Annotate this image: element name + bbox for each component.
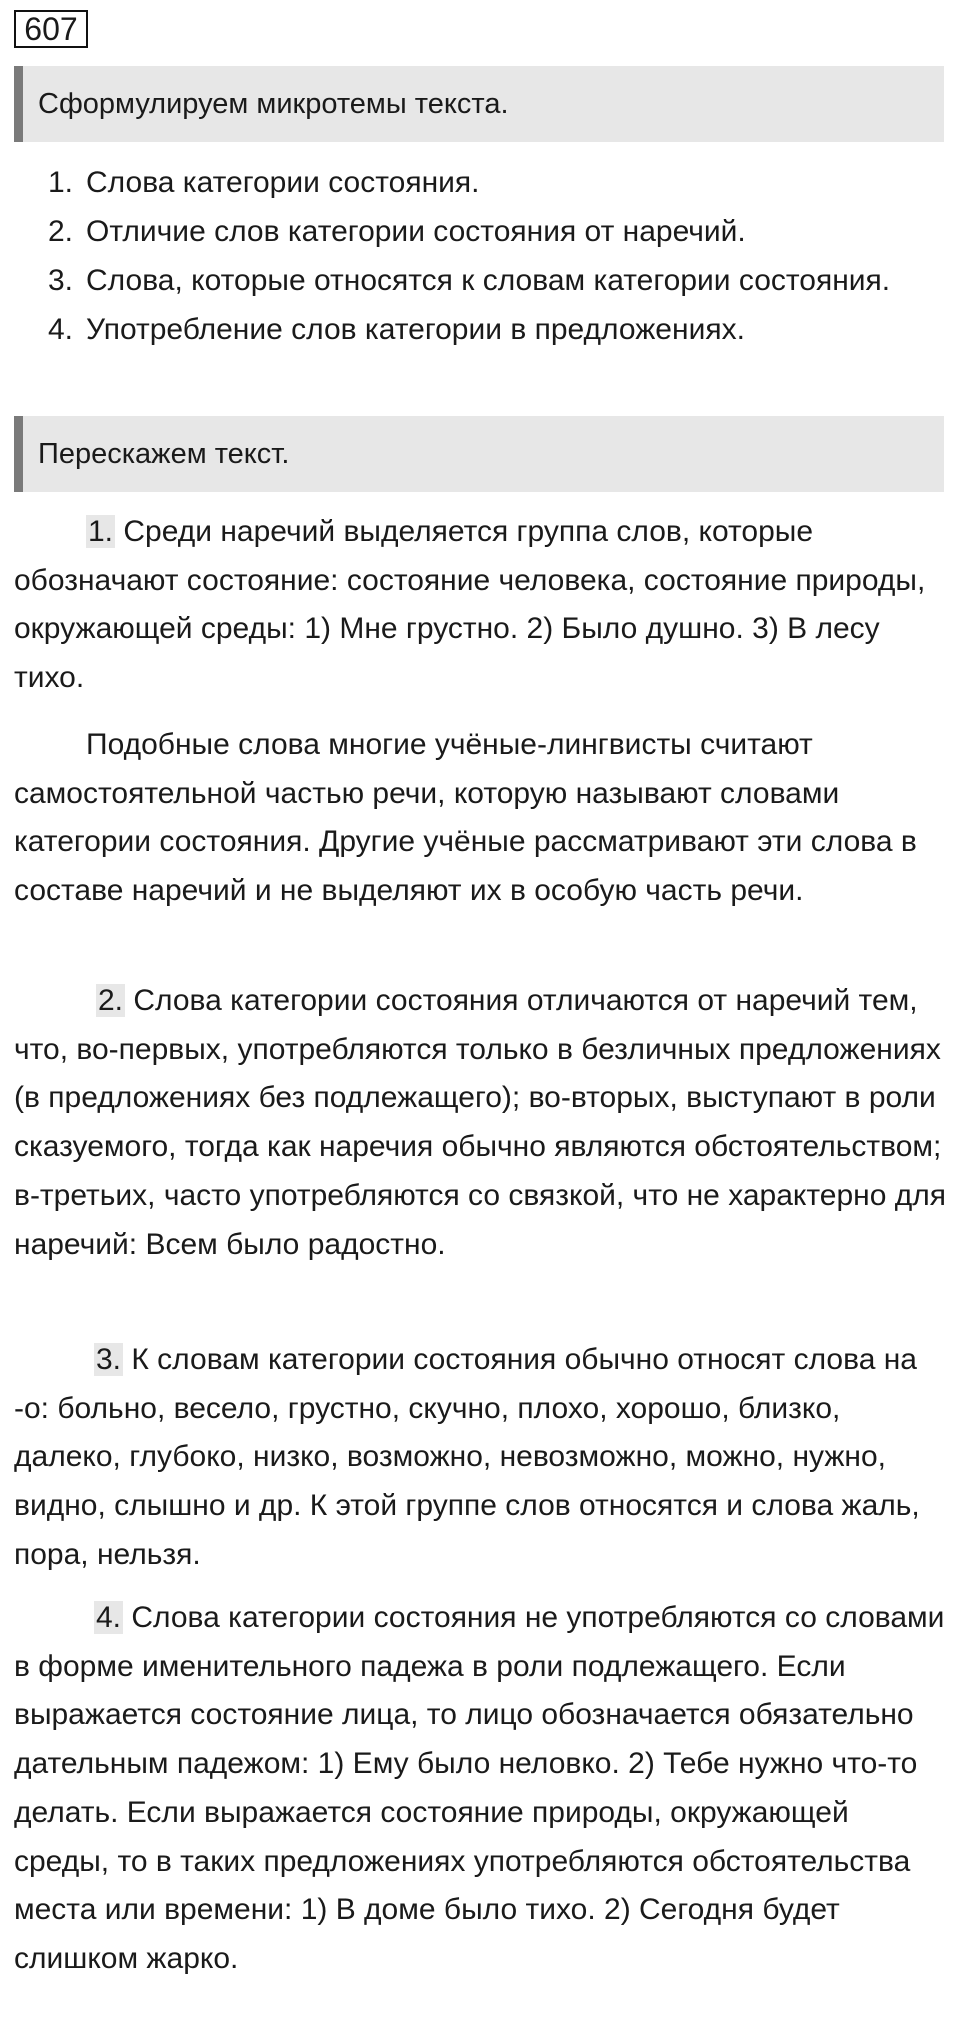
list-item-number: 2. (48, 215, 74, 248)
retelling-paragraph-1 (14, 508, 950, 703)
list-item (0, 305, 960, 354)
list-item-text: Слова, которые относятся к словам категории состояния. (86, 264, 891, 297)
paragraph-marker: 1. (88, 515, 114, 548)
list-item-number: 3. (48, 264, 74, 297)
paragraph-text: Подобные слова многие учёные-лингвисты считают самостоятельной частью речи, которую называют словами категории состояния. Другие учёные рассматривают эти слова в составе наречий и не выделяют их в особую часть речи. (14, 728, 917, 908)
retelling-paragraph-1b (14, 721, 950, 916)
paragraph-text: К словам категории состояния обычно относят слова на -о: больно, весело, грустно, скучно, плохо, хорошо, близко, далеко, глубоко, низко, возможно, невозможно, можно, нужно, видно, слышно и др. К этой группе слов относятся и слова жаль, пора, нельзя. (14, 1343, 920, 1571)
list-item-text: Отличие слов категории состояния от наречий. (86, 215, 746, 248)
list-item (0, 207, 960, 256)
list-item (0, 158, 960, 207)
paragraph-text: Слова категории состояния отличаются от наречий тем, что, во-первых, употребляются только в безличных предложениях (в предложениях без подлежащего); во-вторых, выступают в роли сказуемого, тогда как наречия обычно являются обстоятельством; в-третьих, часто употребляются со связкой, что не характерно для наречий: Всем было радостно. (14, 984, 946, 1261)
task-number: 607 (14, 10, 88, 48)
list-item-number: 1. (48, 166, 74, 199)
paragraph-marker: 2. (98, 984, 124, 1017)
paragraph-marker: 3. (96, 1343, 122, 1376)
retelling-paragraph-3 (14, 1336, 950, 1580)
list-item-text: Употребление слов категории в предложениях. (86, 313, 745, 346)
list-item-text: Слова категории состояния. (86, 166, 480, 199)
paragraph-text: Среди наречий выделяется группа слов, которые обозначают состояние: состояние человека, состояние природы, окружающей среды: 1) Мне грустно. 2) Было душно. 3) В лесу тихо. (14, 515, 926, 695)
paragraph-text: Слова категории состояния не употребляются со словами в форме именительного падежа в роли подлежащего. Если выражается состояние лица, то лицо обозначается обязательно дательным падежом: 1) Ему было неловко. 2) Тебе нужно что-то делать. Если выражается состояние природы, окружающей среды, то в таких предложениях употребляются обстоятельства места или времени: 1) В доме было тихо. 2) Сегодня будет слишком жарко. (14, 1601, 945, 1975)
paragraph-marker: 4. (96, 1601, 122, 1634)
list-item (0, 256, 960, 305)
retelling-paragraph-2 (14, 977, 950, 1269)
section-header-microtopics: Сформулируем микротемы текста. (14, 66, 944, 142)
section-header-retelling: Перескажем текст. (14, 416, 944, 492)
retelling-paragraph-4 (14, 1594, 950, 1984)
microtopics-list (0, 158, 960, 354)
list-item-number: 4. (48, 313, 74, 346)
